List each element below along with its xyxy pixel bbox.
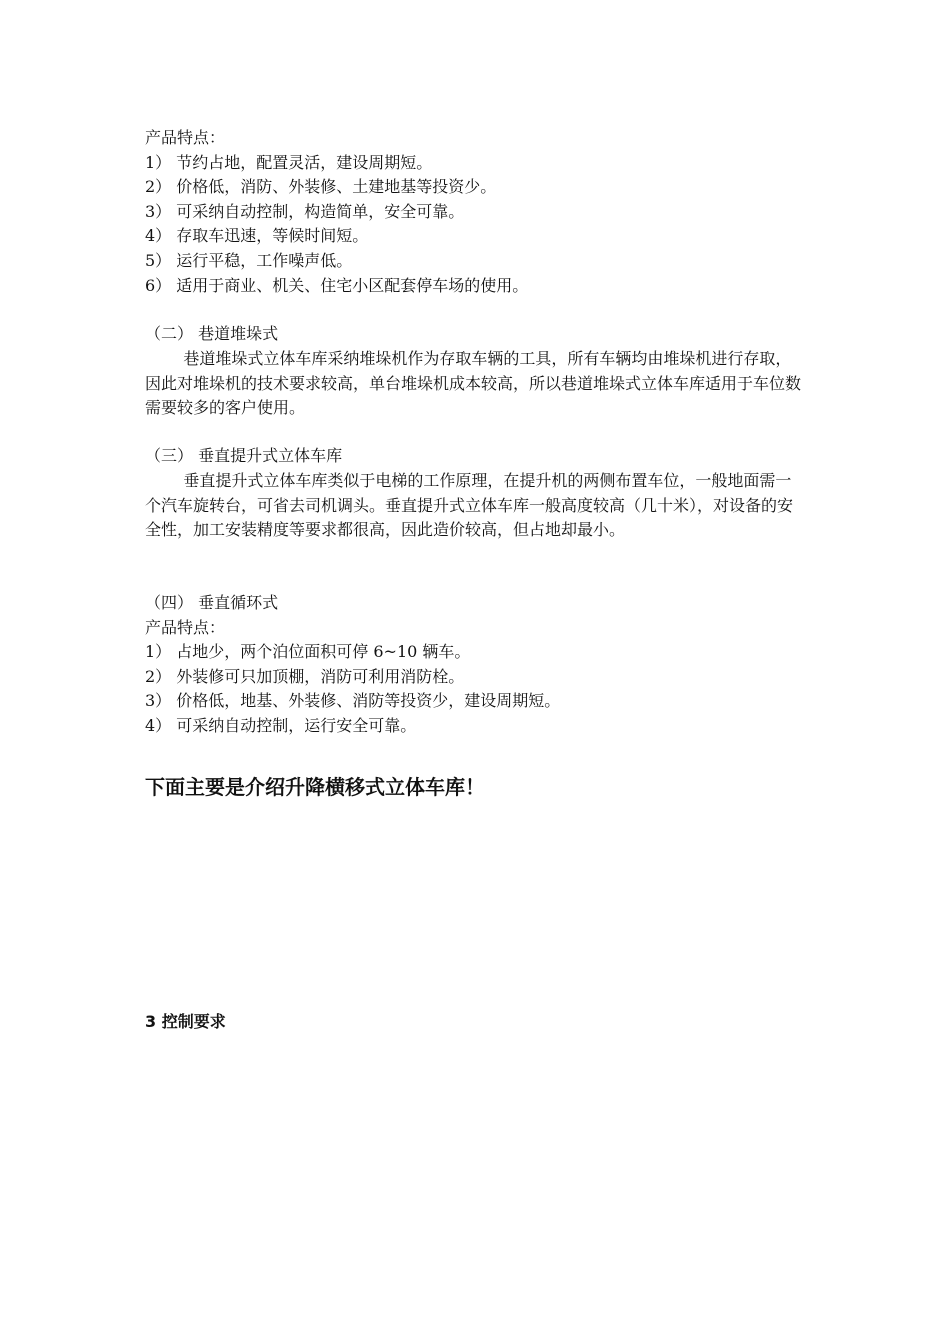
section-paragraph-vertical-lift: 垂直提升式立体车库类似于电梯的工作原理，在提升机的两侧布置车位，一般地面需一个汽车旋转台，可省去司机调头。垂直提升式立体车库一般高度较高（几十米），对设备的安全性，加工安装精度等要求都很高，因此造价较高，但占地却最小。 xyxy=(145,471,794,539)
control-requirements-heading: 3 控制要求 xyxy=(145,1012,226,1031)
section-title-vertical-lift: （三） 垂直提升式立体车库 xyxy=(145,446,343,465)
feature-item-1-3: 3） 可采纳自动控制，构造简单，安全可靠。 xyxy=(145,202,465,221)
section-title-vertical-circulation: （四） 垂直循环式 xyxy=(145,593,279,612)
feature-item-4-2: 2） 外装修可只加顶棚，消防可利用消防栓。 xyxy=(145,667,465,686)
section-title-stacker: （二） 巷道堆垛式 xyxy=(145,324,279,343)
feature-item-4-3: 3） 价格低，地基、外装修、消防等投资少，建设周期短。 xyxy=(145,691,561,710)
feature-item-4-4: 4） 可采纳自动控制，运行安全可靠。 xyxy=(145,716,417,735)
main-heading: 下面主要是介绍升降横移式立体车库！ xyxy=(145,775,485,799)
feature-item-4-1: 1） 占地少，两个泊位面积可停 6~10 辆车。 xyxy=(145,642,471,661)
feature-item-1-1: 1） 节约占地，配置灵活，建设周期短。 xyxy=(145,153,433,172)
feature-item-1-6: 6） 适用于商业、机关、住宅小区配套停车场的使用。 xyxy=(145,276,529,295)
feature-item-1-2: 2） 价格低，消防、外装修、土建地基等投资少。 xyxy=(145,177,497,196)
feature-item-1-5: 5） 运行平稳，工作噪声低。 xyxy=(145,251,353,270)
feature-item-1-4: 4） 存取车迅速，等候时间短。 xyxy=(145,226,369,245)
section-paragraph-stacker: 巷道堆垛式立体车库采纳堆垛机作为存取车辆的工具，所有车辆均由堆垛机进行存取，因此对堆垛机的技术要求较高，单台堆垛机成本较高，所以巷道堆垛式立体车库适用于车位数需要较多的客户使用。 xyxy=(145,349,802,417)
features-title-4: 产品特点： xyxy=(145,618,226,637)
features-title-1: 产品特点： xyxy=(145,128,226,147)
